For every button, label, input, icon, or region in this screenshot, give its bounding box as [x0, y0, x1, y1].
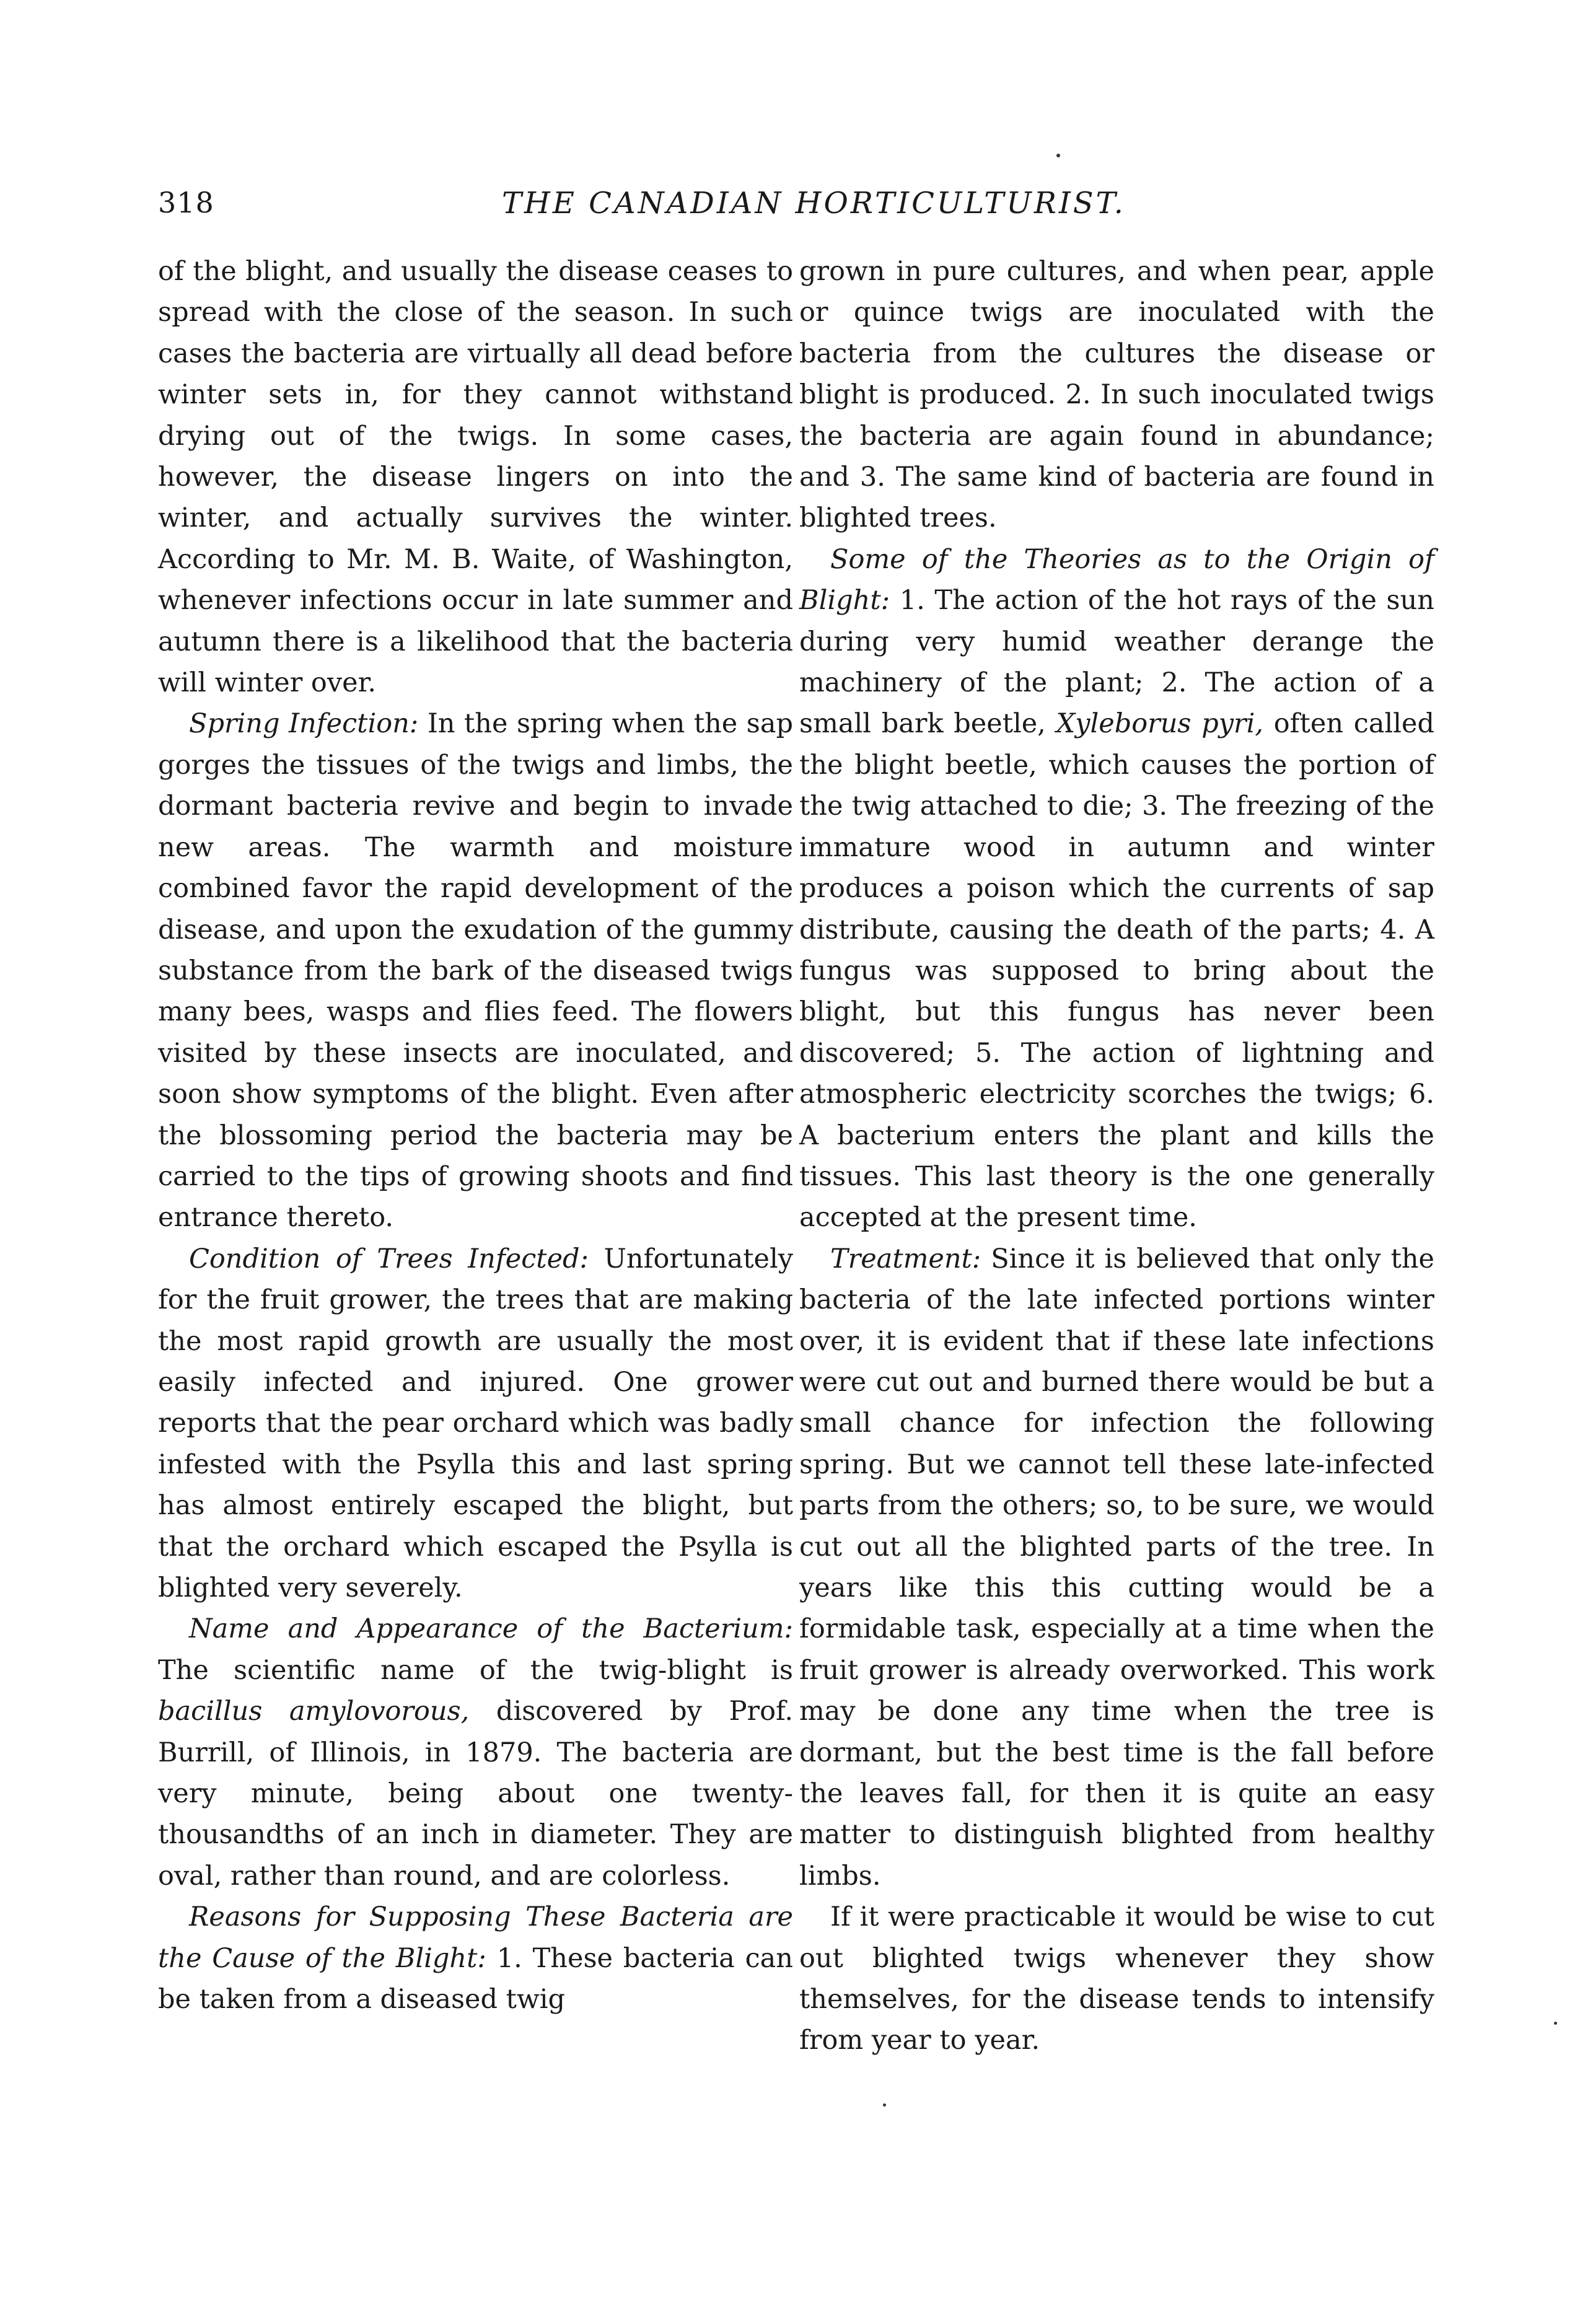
paragraph-winter-survival: [158, 251, 793, 703]
scientific-name: Xyleborus pyri,: [1056, 708, 1264, 740]
paragraph-reasons: [158, 1896, 793, 2020]
running-head: THE CANADIAN HORTICULTURIST.: [502, 186, 1126, 221]
paragraph-text: discovered by Prof. Burrill, of Illinois, in 1879. The bacteria are very minute, being about one twenty-thousandths of an inch in diameter. They are oval, rather than round, and are colorless.: [158, 1696, 794, 1892]
paragraph-text: The scientific name of the twig-blight is: [158, 1654, 793, 1686]
page-number: 318: [158, 186, 214, 219]
section-heading: Some of the Theories as to the Origin of Blight:: [799, 543, 1434, 616]
print-speck: [883, 2103, 886, 2107]
paragraph-text: Unfortunately for the fruit grower, the trees that are making the most rapid growth are usually the most easily infected and injured. One grower reports that the pear orchard which was badly infested with the Psylla this and last spring has almost entirely escaped the blight, but that the orchard which escaped the Psylla is blighted very severely.: [158, 1243, 793, 1603]
section-heading: Name and Appearance of the Bacterium:: [189, 1613, 793, 1645]
right-column: [799, 251, 1434, 2061]
paragraph-text: 1. These bacteria can be taken from a diseased twig: [158, 1942, 793, 2015]
print-speck: [1056, 154, 1060, 157]
paragraph-text: In the spring when the sap gorges the tissues of the twigs and limbs, the dormant bacteria revive and begin to invade new areas. The warmth and moisture combined favor the rapid development of the disease, and upon the exudation of the gummy substance from the bark of the diseased twigs many bees, wasps and flies feed. The flowers visited by these insects are inoculated, and soon show symptoms of the blight. Even after the blossoming period the bacteria may be carried to the tips of growing shoots and find entrance thereto.: [158, 708, 794, 1234]
scientific-name: bacillus amylovorous,: [158, 1696, 470, 1727]
paragraph-reasons-continued: [799, 251, 1434, 539]
left-column: [158, 251, 793, 2020]
paragraph-practicable: [799, 1896, 1434, 2061]
paragraph-spring-infection: [158, 703, 793, 1238]
print-speck: [1554, 2022, 1557, 2025]
paragraph-text: of the blight, and usually the disease ceases to spread with the close of the season. In such cases the bacteria are virtually all dead before winter sets in, for they cannot withstand drying out of the twigs. In some cases, however, the disease lingers on into the winter, and actually survives the winter. According to Mr. M. B. Waite, of Washington, whenever infections occur in late summer and autumn there is a likelihood that the bacteria will winter over.: [158, 256, 793, 699]
paragraph-text: Since it is believed that only the bacteria of the late infected portions winter over, it is evident that if these late infections were cut out and burned there would be but a small chance for infection the following spring. But we cannot tell these late-infected parts from the others; so, to be sure, we would cut out all the blighted parts of the tree. In years like this this cutting would be a formidable task, especially at a time when the fruit grower is already overworked. This work may be done any time when the tree is dormant, but the best time is the fall before the leaves fall, for then it is quite an easy matter to distinguish blighted from healthy limbs.: [799, 1243, 1434, 1892]
section-heading: Spring Infection:: [189, 708, 419, 740]
section-heading: Reasons for Supposing These Bacteria are the Cause of the Blight:: [158, 1901, 793, 1974]
paragraph-theories: [799, 539, 1434, 1239]
paragraph-text: 1. The action of the hot rays of the sun during very humid weather derange the machinery of the plant; 2. The action of a small bark beetle,: [799, 585, 1434, 740]
section-heading: Condition of Trees Infected:: [189, 1243, 589, 1274]
paragraph-treatment: [799, 1239, 1434, 1897]
paragraph-text: grown in pure cultures, and when pear, apple or quince twigs are inoculated with the bacteria from the cultures the disease or blight is produced. 2. In such inoculated twigs the bacteria are again found in abundance; and 3. The same kind of bacteria are found in blighted trees.: [799, 256, 1434, 534]
paragraph-condition-of-trees: [158, 1239, 793, 1609]
paragraph-name-and-appearance: [158, 1608, 793, 1896]
section-heading: Treatment:: [830, 1243, 981, 1274]
paragraph-text: If it were practicable it would be wise to cut out blighted twigs whenever they show themselves, for the disease tends to intensify from year to year.: [799, 1901, 1434, 2056]
paragraph-text: often called the blight beetle, which causes the portion of the twig attached to die; 3. The freezing of the immature wood in autumn and winter produces a poison which the currents of sap distribute, causing the death of the parts; 4. A fungus was supposed to bring about the blight, but this fungus has never been discovered; 5. The action of lightning and atmospheric electricity scorches the twigs; 6. A bacterium enters the plant and kills the tissues. This last theory is the one generally accepted at the present time.: [799, 708, 1434, 1234]
page-header: [158, 186, 1422, 235]
